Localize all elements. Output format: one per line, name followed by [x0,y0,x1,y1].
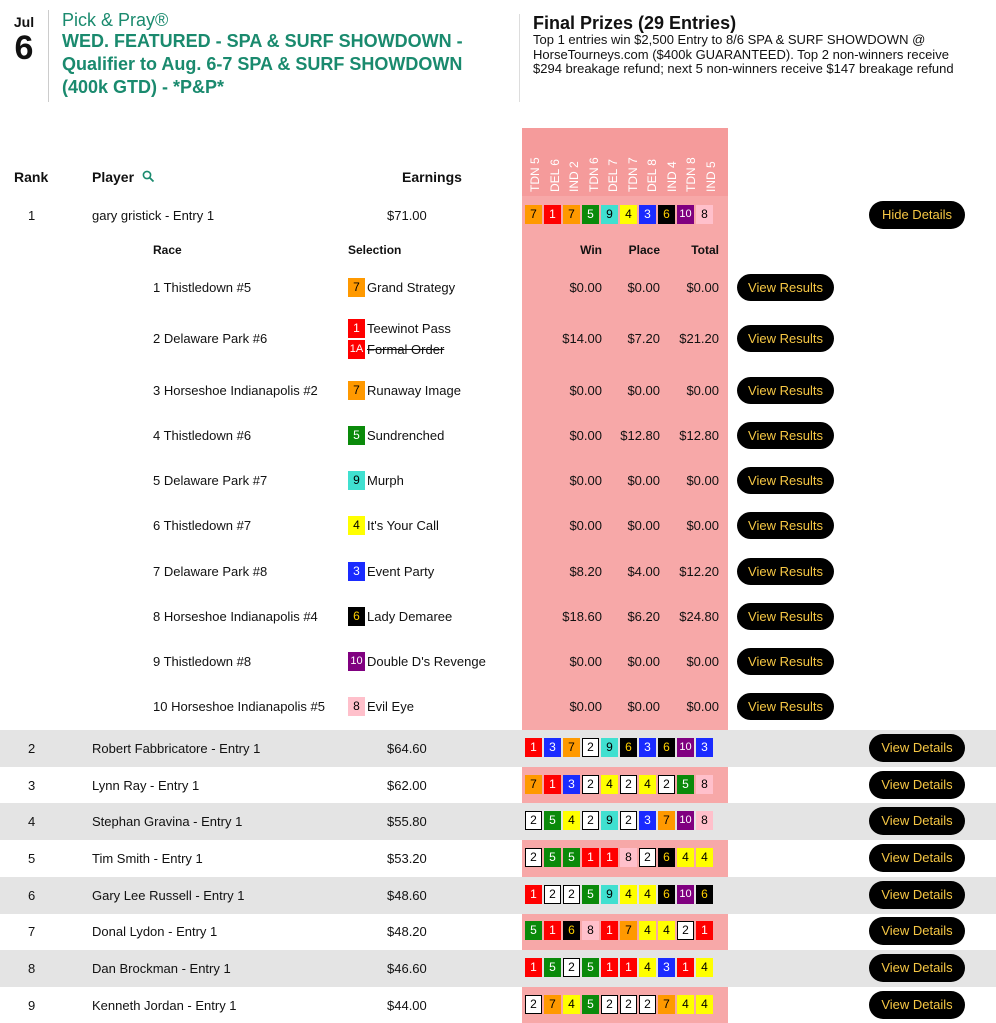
program-number-badge: 5 [582,995,599,1014]
program-number-badge: 7 [658,811,675,830]
detail-place: $0.00 [627,383,660,398]
view-details-button[interactable]: View Details [869,734,965,762]
view-results-button[interactable]: View Results [737,648,834,675]
program-number-badge: 6 [658,205,675,224]
hide-details-button[interactable]: Hide Details [869,201,965,229]
entry-picks [525,847,715,869]
race-header-strip [522,128,728,196]
program-number-badge: 10 [348,652,365,671]
race-header [643,130,662,192]
horse-name: Evil Eye [367,699,414,714]
detail-selection [348,562,434,583]
horse-name: Double D's Revenge [367,654,486,669]
entry-earnings: $46.60 [387,961,427,976]
program-number-badge: 5 [563,848,580,867]
program-number-badge: 3 [348,562,365,581]
program-number-badge: 10 [677,205,694,224]
entry-rank: 4 [28,814,36,829]
horse-name: Murph [367,473,404,488]
entry-picks [525,994,715,1016]
detail-race: 8 Horseshoe Indianapolis #4 [153,609,318,624]
detail-total: $0.00 [686,518,719,533]
detail-race: 5 Delaware Park #7 [153,473,268,488]
program-number-badge: 1 [601,958,618,977]
entry-player: Lynn Ray - Entry 1 [92,778,200,793]
program-number-badge: 7 [525,205,542,224]
selection-line [348,562,434,581]
entry-player: Stephan Gravina - Entry 1 [92,814,243,829]
race-header [663,130,682,192]
horse-name: Event Party [367,564,435,579]
leaderboard-row [0,913,996,950]
program-number-badge: 2 [620,775,637,794]
selection-line [348,319,451,338]
selection-line [348,652,486,671]
prize-divider [519,14,520,102]
race-header-label: IND 5 [703,161,718,192]
view-details-button[interactable]: View Details [869,771,965,799]
program-number-badge: 1 [582,848,599,867]
race-header [585,130,604,192]
horse-name: Lady Demaree [367,609,453,624]
earnings-header: Earnings [402,169,462,185]
program-number-badge: 7 [525,775,542,794]
detail-win: $0.00 [569,280,602,295]
header-divider [48,10,49,102]
program-number-badge: 2 [563,958,580,977]
program-number-badge: 2 [582,775,599,794]
entry-player: Robert Fabbricatore - Entry 1 [92,741,261,756]
program-number-badge: 8 [696,775,713,794]
entry-rank: 5 [28,851,36,866]
program-number-badge: 5 [582,885,599,904]
leaderboard-row [0,840,996,877]
program-number-badge: 3 [696,738,713,757]
program-number-badge: 9 [601,811,618,830]
program-number-badge: 8 [348,697,365,716]
program-number-badge: 5 [544,848,561,867]
entry-picks [525,920,715,942]
program-number-badge: 4 [563,995,580,1014]
view-details-button[interactable]: View Details [869,807,965,835]
program-number-badge: 2 [582,738,599,757]
program-number-badge: 4 [696,958,713,977]
player-header-label: Player [92,169,135,185]
detail-place: $4.00 [627,564,660,579]
program-number-badge: 1 [544,775,561,794]
selection-line [348,697,414,716]
program-number-badge: 1 [525,738,542,757]
leaderboard-row [0,877,996,914]
program-number-badge: 4 [696,848,713,867]
program-number-badge: 2 [639,995,656,1014]
program-number-badge: 3 [563,775,580,794]
detail-win: $18.60 [562,609,602,624]
detail-race: 2 Delaware Park #6 [153,331,268,346]
entry-picks [525,737,715,759]
detail-selection [348,652,486,673]
entry-earnings: $44.00 [387,998,427,1013]
program-number-badge: 4 [620,885,637,904]
race-header-label: DEL 6 [547,159,562,192]
detail-selection [348,278,455,299]
detail-total: $24.80 [679,609,719,624]
program-number-badge: 2 [601,995,618,1014]
program-number-badge: 5 [582,958,599,977]
program-number-badge: 4 [639,885,656,904]
entry-earnings: $55.80 [387,814,427,829]
contest-brand: Pick & Pray® [62,10,169,30]
program-number-badge: 1 [677,958,694,977]
leaderboard-row [0,803,996,840]
race-header [604,130,623,192]
program-number-badge: 3 [544,738,561,757]
race-header-label: DEL 7 [606,159,620,192]
program-number-badge: 1 [696,921,713,940]
detail-win: $0.00 [569,518,602,533]
selection-line [348,607,452,626]
entry-player: Donal Lydon - Entry 1 [92,924,218,939]
program-number-badge: 2 [658,775,675,794]
view-results-button[interactable]: View Results [737,422,834,449]
view-results-button[interactable]: View Results [737,377,834,404]
program-number-badge: 7 [620,921,637,940]
program-number-badge: 4 [677,848,694,867]
search-icon[interactable] [142,170,155,183]
detail-selection [348,516,439,537]
detail-place: $12.80 [620,428,660,443]
view-details-button[interactable]: View Details [869,917,965,945]
detail-place: $7.20 [627,331,660,346]
program-number-badge: 4 [677,995,694,1014]
entry-earnings: $64.60 [387,741,427,756]
race-header [702,130,721,192]
program-number-badge: 8 [696,811,713,830]
program-number-badge: 9 [601,885,618,904]
detail-win: $8.20 [569,564,602,579]
entry-picks [525,884,715,906]
race-header-label: TDN 6 [586,157,601,192]
detail-win: $0.00 [569,473,602,488]
detail-total: $0.00 [686,280,719,295]
selection-line [348,471,404,490]
program-number-badge: 9 [601,205,618,224]
entry-rank: 2 [28,741,36,756]
program-number-badge: 4 [639,958,656,977]
program-number-badge: 5 [348,426,365,445]
prize-description: Top 1 entries win $2,500 Entry to 8/6 SPA & SURF SHOWDOWN @ HorseTourneys.com ($400k GUARANTEED). Top 2 non-winners receive $294 breakage refund; next 5 non-winners receive $147 breakage refund [533,32,954,76]
detail-selection [348,426,444,447]
horse-name: Grand Strategy [367,280,456,295]
program-number-badge: 4 [563,811,580,830]
detail-win: $0.00 [569,383,602,398]
race-header [546,130,565,192]
program-number-badge: 2 [582,811,599,830]
entry-earnings: $53.20 [387,851,427,866]
detail-selection [348,471,404,492]
view-results-button[interactable]: View Results [737,512,834,539]
entry-player: gary gristick - Entry 1 [92,208,215,223]
race-header [682,130,701,192]
selection-line [348,426,444,445]
program-number-badge: 6 [348,607,365,626]
detail-race: 6 Thistledown #7 [153,518,252,533]
detail-race: 3 Horseshoe Indianapolis #2 [153,383,318,398]
leaderboard-row [0,987,996,1023]
program-number-badge: 9 [601,738,618,757]
entry-rank: 7 [28,924,36,939]
view-details-button[interactable]: View Details [869,881,965,909]
program-number-badge: 1 [620,958,637,977]
program-number-badge: 6 [696,885,713,904]
program-number-badge: 4 [601,775,618,794]
program-number-badge: 4 [696,995,713,1014]
entry-picks [525,774,715,796]
program-number-badge: 6 [658,738,675,757]
detail-selection [348,607,452,628]
prize-title: Final Prizes (29 Entries) [533,13,737,33]
event-month: Jul [13,14,35,30]
program-number-badge: 10 [677,811,694,830]
entry-player: Kenneth Jordan - Entry 1 [92,998,237,1013]
race-header-label: IND 4 [664,161,679,192]
view-results-button[interactable]: View Results [737,467,834,494]
program-number-badge: 5 [544,958,561,977]
program-number-badge: 8 [696,205,713,224]
program-number-badge: 3 [639,205,656,224]
race-header-label: IND 2 [567,161,581,192]
prize-panel [533,13,978,77]
program-number-badge: 2 [525,811,542,830]
program-number-badge: 1 [601,921,618,940]
detail-place: $6.20 [627,609,660,624]
program-number-badge: 1 [525,885,542,904]
entry-picks [525,810,715,832]
entry-picks [525,204,715,226]
race-header [624,130,643,192]
detail-place: $0.00 [627,473,660,488]
program-number-badge: 7 [658,995,675,1014]
entry-earnings: $48.60 [387,888,427,903]
detail-selection-header: Selection [348,243,402,257]
view-details-button[interactable]: View Details [869,991,965,1019]
view-results-button[interactable]: View Results [737,693,834,720]
program-number-badge: 1A [348,340,365,359]
selection-line [348,516,439,535]
leaderboard-row [0,767,996,804]
detail-win: $0.00 [569,699,602,714]
program-number-badge: 4 [639,775,656,794]
program-number-badge: 6 [620,738,637,757]
program-number-badge: 5 [582,205,599,224]
program-number-badge: 10 [677,738,694,757]
entry-picks [525,957,715,979]
detail-race: 9 Thistledown #8 [153,654,252,669]
program-number-badge: 6 [658,885,675,904]
leaderboard-row [0,197,996,234]
detail-place: $0.00 [627,654,660,669]
race-header [526,130,545,192]
detail-total: $0.00 [686,383,719,398]
entry-earnings: $62.00 [387,778,427,793]
entry-rank: 1 [28,208,36,223]
rank-header: Rank [14,169,49,185]
entry-rank: 3 [28,778,36,793]
program-number-badge: 8 [582,921,599,940]
contest-title [62,10,512,99]
program-number-badge: 3 [639,811,656,830]
detail-total: $0.00 [686,654,719,669]
program-number-badge: 5 [677,775,694,794]
entry-rank: 8 [28,961,36,976]
detail-win: $0.00 [569,654,602,669]
detail-selection [348,381,461,402]
program-number-badge: 2 [639,848,656,867]
program-number-badge: 7 [348,381,365,400]
race-header-label: DEL 8 [645,159,659,192]
program-number-badge: 10 [677,885,694,904]
program-number-badge: 8 [620,848,637,867]
horse-name: Runaway Image [367,383,461,398]
scratched-horse-name: Formal Order [367,342,445,357]
program-number-badge: 2 [544,885,561,904]
program-number-badge: 2 [525,848,542,867]
race-header [565,130,584,192]
program-number-badge: 7 [563,738,580,757]
entry-rank: 9 [28,998,36,1013]
program-number-badge: 7 [348,278,365,297]
program-number-badge: 1 [544,205,561,224]
program-number-badge: 1 [601,848,618,867]
view-results-button[interactable]: View Results [737,558,834,585]
program-number-badge: 7 [544,995,561,1014]
selection-line [348,278,455,297]
detail-total: $12.20 [679,564,719,579]
race-header-label: TDN 7 [625,157,640,192]
leaderboard-row [0,730,996,767]
race-header-label: TDN 5 [528,157,542,192]
detail-selection [348,319,451,361]
entry-player: Tim Smith - Entry 1 [92,851,203,866]
view-results-button[interactable]: View Results [737,274,834,301]
contest-name: WED. FEATURED - SPA & SURF SHOWDOWN - Qualifier to Aug. 6-7 SPA & SURF SHOWDOWN (400k GTD) - *P&P* [62,31,463,97]
detail-race: 10 Horseshoe Indianapolis #5 [153,699,326,714]
view-results-button[interactable]: View Results [737,325,834,352]
program-number-badge: 2 [525,995,542,1014]
horse-name: Sundrenched [367,428,445,443]
selection-line [348,340,451,359]
detail-race: 4 Thistledown #6 [153,428,252,443]
detail-race: 7 Delaware Park #8 [153,564,268,579]
horse-name: It's Your Call [367,518,439,533]
detail-win: $14.00 [562,331,602,346]
program-number-badge: 6 [563,921,580,940]
view-results-button[interactable]: View Results [737,603,834,630]
program-number-badge: 3 [658,958,675,977]
entry-player: Gary Lee Russell - Entry 1 [92,888,245,903]
program-number-badge: 2 [677,921,694,940]
program-number-badge: 4 [658,921,675,940]
view-details-button[interactable]: View Details [869,844,965,872]
detail-place: $0.00 [627,699,660,714]
detail-total: $12.80 [679,428,719,443]
entry-earnings: $71.00 [387,208,427,223]
program-number-badge: 7 [563,205,580,224]
program-number-badge: 5 [525,921,542,940]
race-header-label: TDN 8 [684,157,698,192]
event-day: 6 [14,29,34,67]
entry-earnings: $48.20 [387,924,427,939]
program-number-badge: 9 [348,471,365,490]
detail-win: $0.00 [569,428,602,443]
leaderboard-row [0,950,996,987]
detail-total: $0.00 [686,699,719,714]
program-number-badge: 1 [525,958,542,977]
program-number-badge: 2 [620,995,637,1014]
program-number-badge: 2 [563,885,580,904]
detail-place: $0.00 [627,518,660,533]
program-number-badge: 3 [639,738,656,757]
selection-line [348,381,461,400]
program-number-badge: 5 [544,811,561,830]
detail-race-header: Race [153,243,182,257]
detail-place-header: Place [628,243,660,257]
program-number-badge: 4 [348,516,365,535]
entry-rank: 6 [28,888,36,903]
program-number-badge: 1 [348,319,365,338]
detail-selection [348,697,414,718]
detail-race: 1 Thistledown #5 [153,280,252,295]
program-number-badge: 4 [620,205,637,224]
event-date [8,14,40,65]
detail-total-header: Total [691,243,719,257]
detail-win-header: Win [580,243,602,257]
program-number-badge: 2 [620,811,637,830]
view-details-button[interactable]: View Details [869,954,965,982]
program-number-badge: 1 [544,921,561,940]
detail-total: $21.20 [679,331,719,346]
player-header[interactable] [92,169,155,185]
detail-place: $0.00 [627,280,660,295]
horse-name: Teewinot Pass [367,321,451,336]
detail-total: $0.00 [686,473,719,488]
entry-player: Dan Brockman - Entry 1 [92,961,231,976]
program-number-badge: 6 [658,848,675,867]
program-number-badge: 4 [639,921,656,940]
